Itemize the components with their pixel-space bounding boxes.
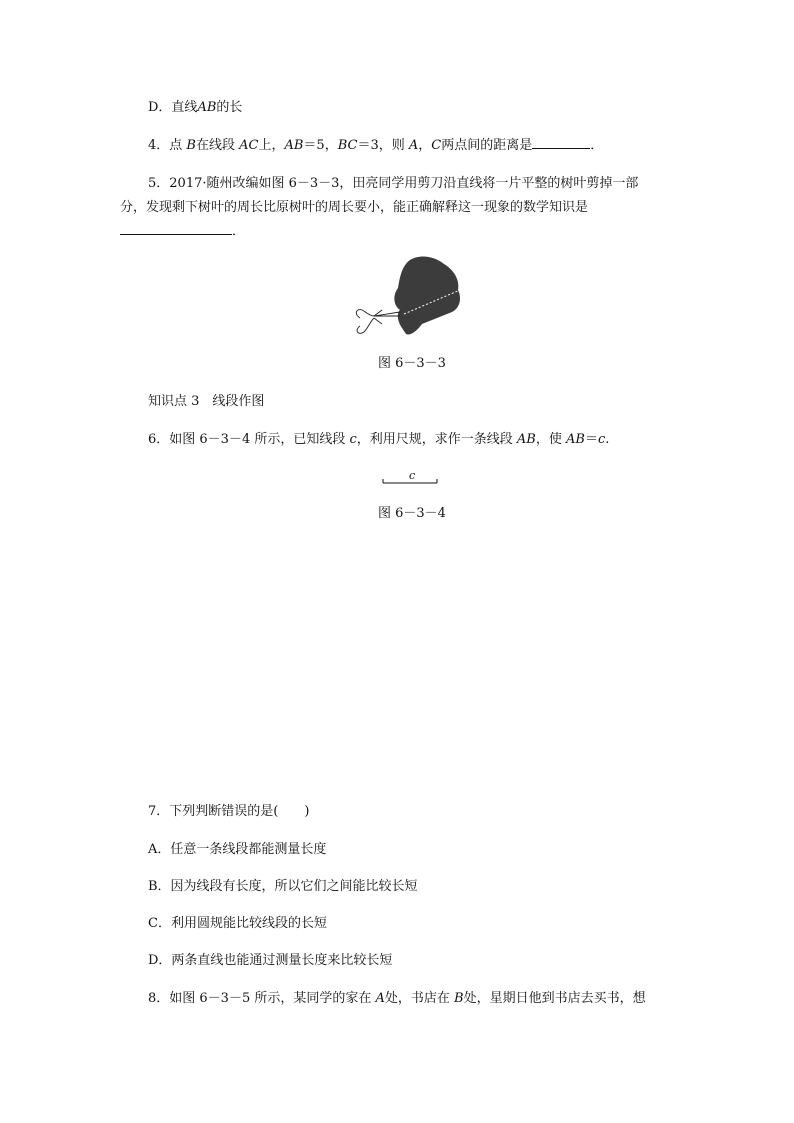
q7-option-c: C．利用圆规能比较线段的长短 — [148, 916, 327, 931]
leaf-scissors-figure — [352, 252, 468, 340]
q4-text: 上， — [258, 138, 285, 153]
question-4 — [148, 136, 603, 156]
q8-text: 处，书店在 — [384, 991, 455, 1006]
math-var: A — [375, 991, 385, 1006]
math-var: AB — [566, 432, 585, 447]
answer-blank[interactable] — [532, 136, 590, 149]
math-var: B — [454, 991, 464, 1006]
q6-text: ＝ — [584, 432, 598, 447]
figure-caption: 图 6－3－3 — [378, 356, 446, 371]
segment-label: c — [409, 469, 416, 482]
math-var: BC — [337, 138, 358, 153]
leaf-shape — [394, 257, 460, 335]
segment-c-figure — [382, 478, 438, 486]
math-var: c — [597, 432, 606, 447]
knowledge-point-heading: 知识点 3 线段作图 — [148, 394, 265, 409]
math-var: B — [186, 138, 196, 153]
option-text: 的长 — [216, 100, 243, 115]
math-var: AC — [239, 138, 259, 153]
q5-text: 5．2017·随州改编如图 6－3－3，田亮同学用剪刀沿直线将一片平整的树叶剪掉一部 — [148, 176, 639, 191]
question-8 — [148, 989, 646, 1009]
math-var: AB — [516, 432, 536, 447]
q4-text: ， — [418, 138, 432, 153]
math-var: C — [431, 138, 442, 153]
q7-option-d: D．两条直线也能通过测量长度来比较长短 — [148, 953, 393, 968]
q3-option-d — [148, 98, 242, 118]
q7-option-b: B．因为线段有长度，所以它们之间能比较长短 — [148, 879, 418, 894]
q4-text: 两点间的距离是 — [441, 138, 533, 153]
math-var: AB — [197, 100, 217, 115]
question-5-line-2 — [120, 198, 588, 218]
q6-text: ，利用尺规，求作一条线段 — [356, 432, 517, 447]
q6-text: . — [605, 432, 610, 447]
q4-text: ＝5， — [303, 138, 338, 153]
math-var: AB — [284, 138, 304, 153]
figure-caption: 图 6－3－4 — [378, 506, 446, 521]
q4-text: ． — [590, 138, 604, 153]
q4-text: ＝3，则 — [357, 138, 409, 153]
q7-option-a: A．任意一条线段都能测量长度 — [148, 842, 327, 857]
q8-text: 处，星期日他到书店去买书，想 — [463, 991, 646, 1006]
q4-text: 4．点 — [148, 138, 187, 153]
q5-text: ． — [232, 224, 246, 239]
question-6 — [148, 430, 609, 450]
math-var: A — [408, 138, 419, 153]
question-5-line-1 — [148, 174, 638, 194]
q6-text: ，使 — [535, 432, 566, 447]
q8-text: 8．如图 6－3－5 所示，某同学的家在 — [148, 991, 376, 1006]
question-7: 7．下列判断错误的是( ) — [148, 804, 310, 819]
math-var: c — [349, 432, 357, 447]
q6-text: 6．如图 6－3－4 所示，已知线段 — [148, 432, 350, 447]
question-5-line-3 — [120, 222, 245, 242]
q4-text: 在线段 — [195, 138, 240, 153]
q5-text: 分，发现剩下树叶的周长比原树叶的周长要小，能正确解释这一现象的数学知识是 — [120, 200, 589, 215]
option-text: D．直线 — [148, 100, 198, 115]
answer-blank[interactable] — [120, 222, 232, 235]
